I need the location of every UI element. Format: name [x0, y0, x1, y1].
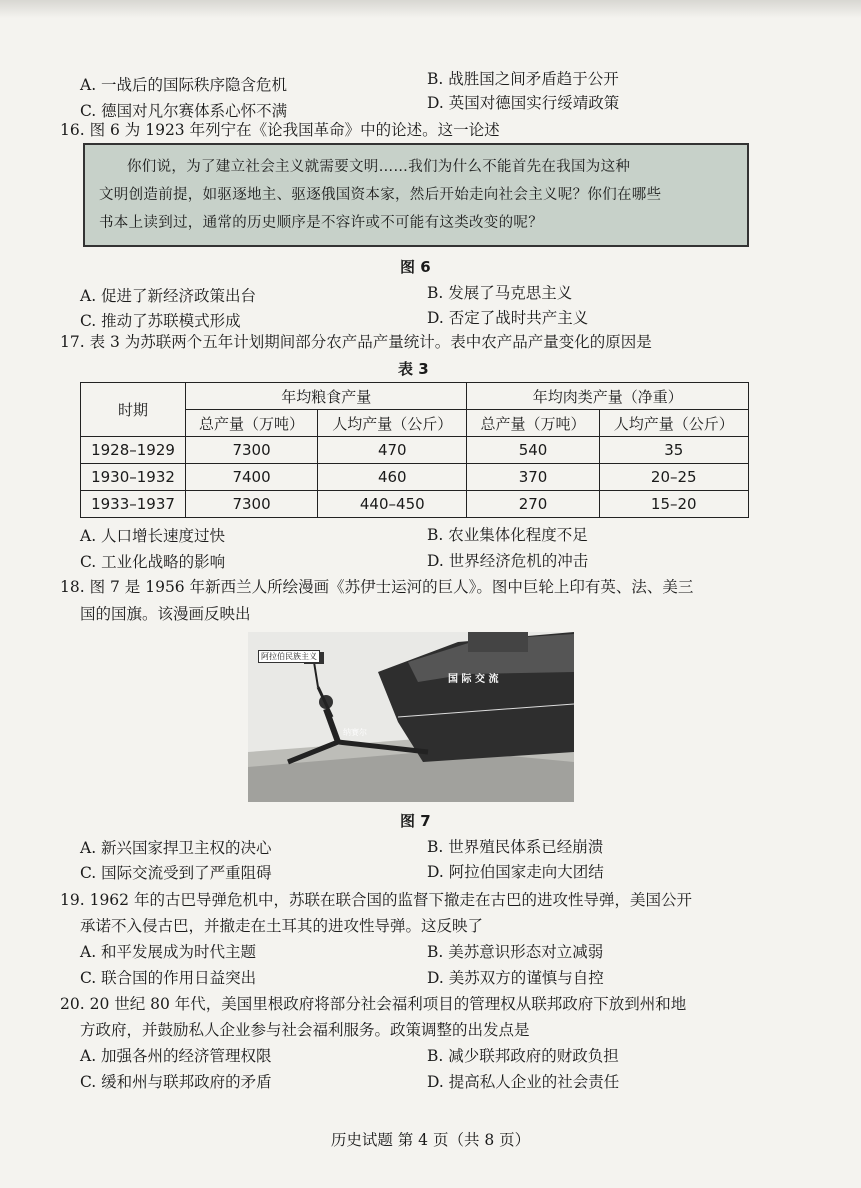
q20-option-b: B. 减少联邦政府的财政负担: [427, 1047, 619, 1065]
q19-stem-line-1: 19. 1962 年的古巴导弹危机中，苏联在联合国的监督下撤走在古巴的进攻性导弹，美国公开: [60, 891, 692, 909]
person-label: 纳赛尔: [343, 728, 367, 737]
q18-option-a: A. 新兴国家捍卫主权的决心: [80, 839, 272, 857]
q20-option-a: A. 加强各州的经济管理权限: [80, 1047, 272, 1065]
cell-period: 1930–1932: [81, 464, 186, 491]
subheader-meat-total: 总产量（万吨）: [467, 410, 599, 437]
header-grain: 年均粮食产量: [186, 383, 467, 410]
q15-option-d: D. 英国对德国实行绥靖政策: [427, 94, 620, 112]
flag-label: 阿拉伯民族主义: [258, 650, 320, 663]
cell-grain-per: 460: [318, 464, 467, 491]
q15-option-c: C. 德国对凡尔赛体系心怀不满: [80, 102, 288, 120]
subheader-grain-per: 人均产量（公斤）: [318, 410, 467, 437]
q19-stem-line-2: 承诺不入侵古巴，并撤走在土耳其的进攻性导弹。这反映了: [80, 917, 484, 935]
q18-option-c: C. 国际交流受到了严重阻碍: [80, 864, 272, 882]
q19-option-d: D. 美苏双方的谨慎与自控: [427, 969, 604, 987]
q17-stem: 17. 表 3 为苏联两个五年计划期间部分农产品产量统计。表中农产品产量变化的原因是: [60, 333, 652, 351]
table-row: [81, 491, 749, 518]
q17-option-a: A. 人口增长速度过快: [80, 527, 226, 545]
cell-grain-total: 7300: [186, 437, 318, 464]
q20-option-d: D. 提高私人企业的社会责任: [427, 1073, 620, 1091]
cell-meat-total: 370: [467, 464, 599, 491]
page-footer: 历史试题 第 4 页（共 8 页）: [330, 1131, 531, 1149]
cell-meat-total: 540: [467, 437, 599, 464]
table-3: [80, 382, 749, 518]
scan-top-edge: [0, 0, 861, 18]
q18-option-b: B. 世界殖民体系已经崩溃: [427, 838, 604, 856]
quote-line-3: 书本上读到过，通常的历史顺序是不容许或不可能有这类改变的呢？: [99, 215, 543, 231]
cell-meat-per: 15–20: [599, 491, 748, 518]
q19-option-c: C. 联合国的作用日益突出: [80, 969, 257, 987]
cell-grain-total: 7300: [186, 491, 318, 518]
suez-cartoon: [248, 632, 574, 802]
q18-option-d: D. 阿拉伯国家走向大团结: [427, 863, 604, 881]
cell-meat-per: 20–25: [599, 464, 748, 491]
ship-label: 国 际 交 流: [448, 674, 499, 685]
q18-stem-line-2: 国的国旗。该漫画反映出: [80, 605, 251, 623]
q17-option-b: B. 农业集体化程度不足: [427, 526, 588, 544]
q18-stem-line-1: 18. 图 7 是 1956 年新西兰人所绘漫画《苏伊士运河的巨人》。图中巨轮上印有英、法、美三: [60, 578, 694, 596]
quote-line-1: 你们说，为了建立社会主义就需要文明……我们为什么不能首先在我国为这种: [127, 159, 631, 175]
cell-period: 1933–1937: [81, 491, 186, 518]
header-meat: 年均肉类产量（净重）: [467, 383, 749, 410]
cell-meat-per: 35: [599, 437, 748, 464]
subheader-meat-per: 人均产量（公斤）: [599, 410, 748, 437]
q17-option-c: C. 工业化战略的影响: [80, 553, 226, 571]
cell-grain-total: 7400: [186, 464, 318, 491]
table-3-title: 表 3: [398, 360, 429, 378]
table-row: [81, 464, 749, 491]
q20-stem-line-1: 20. 20 世纪 80 年代，美国里根政府将部分社会福利项目的管理权从联邦政府下放到州和地: [60, 995, 687, 1013]
q16-option-d: D. 否定了战时共产主义: [427, 309, 589, 327]
q16-option-a: A. 促进了新经济政策出台: [80, 287, 257, 305]
q16-option-c: C. 推动了苏联模式形成: [80, 312, 241, 330]
q15-option-b: B. 战胜国之间矛盾趋于公开: [427, 70, 619, 88]
cell-meat-total: 270: [467, 491, 599, 518]
figure-7-caption: 图 7: [400, 812, 431, 830]
q20-stem-line-2: 方政府，并鼓励私人企业参与社会福利服务。政策调整的出发点是: [80, 1021, 530, 1039]
cell-grain-per: 440–450: [318, 491, 467, 518]
q19-option-b: B. 美苏意识形态对立减弱: [427, 943, 604, 961]
cell-grain-per: 470: [318, 437, 467, 464]
cell-period: 1928–1929: [81, 437, 186, 464]
q16-stem: 16. 图 6 为 1923 年列宁在《论我国革命》中的论述。这一论述: [60, 121, 500, 139]
subheader-grain-total: 总产量（万吨）: [186, 410, 318, 437]
q17-option-d: D. 世界经济危机的冲击: [427, 552, 589, 570]
header-period: 时期: [81, 383, 186, 437]
q20-option-c: C. 缓和州与联邦政府的矛盾: [80, 1073, 272, 1091]
quote-line-2: 文明创造前提，如驱逐地主、驱逐俄国资本家，然后开始走向社会主义呢？你们在哪些: [99, 187, 662, 203]
table-row: [81, 437, 749, 464]
q16-option-b: B. 发展了马克思主义: [427, 284, 573, 302]
q15-option-a: A. 一战后的国际秩序隐含危机: [80, 76, 288, 94]
lenin-quote-box: [83, 143, 749, 247]
figure-6-caption: 图 6: [400, 258, 431, 276]
q19-option-a: A. 和平发展成为时代主题: [80, 943, 257, 961]
